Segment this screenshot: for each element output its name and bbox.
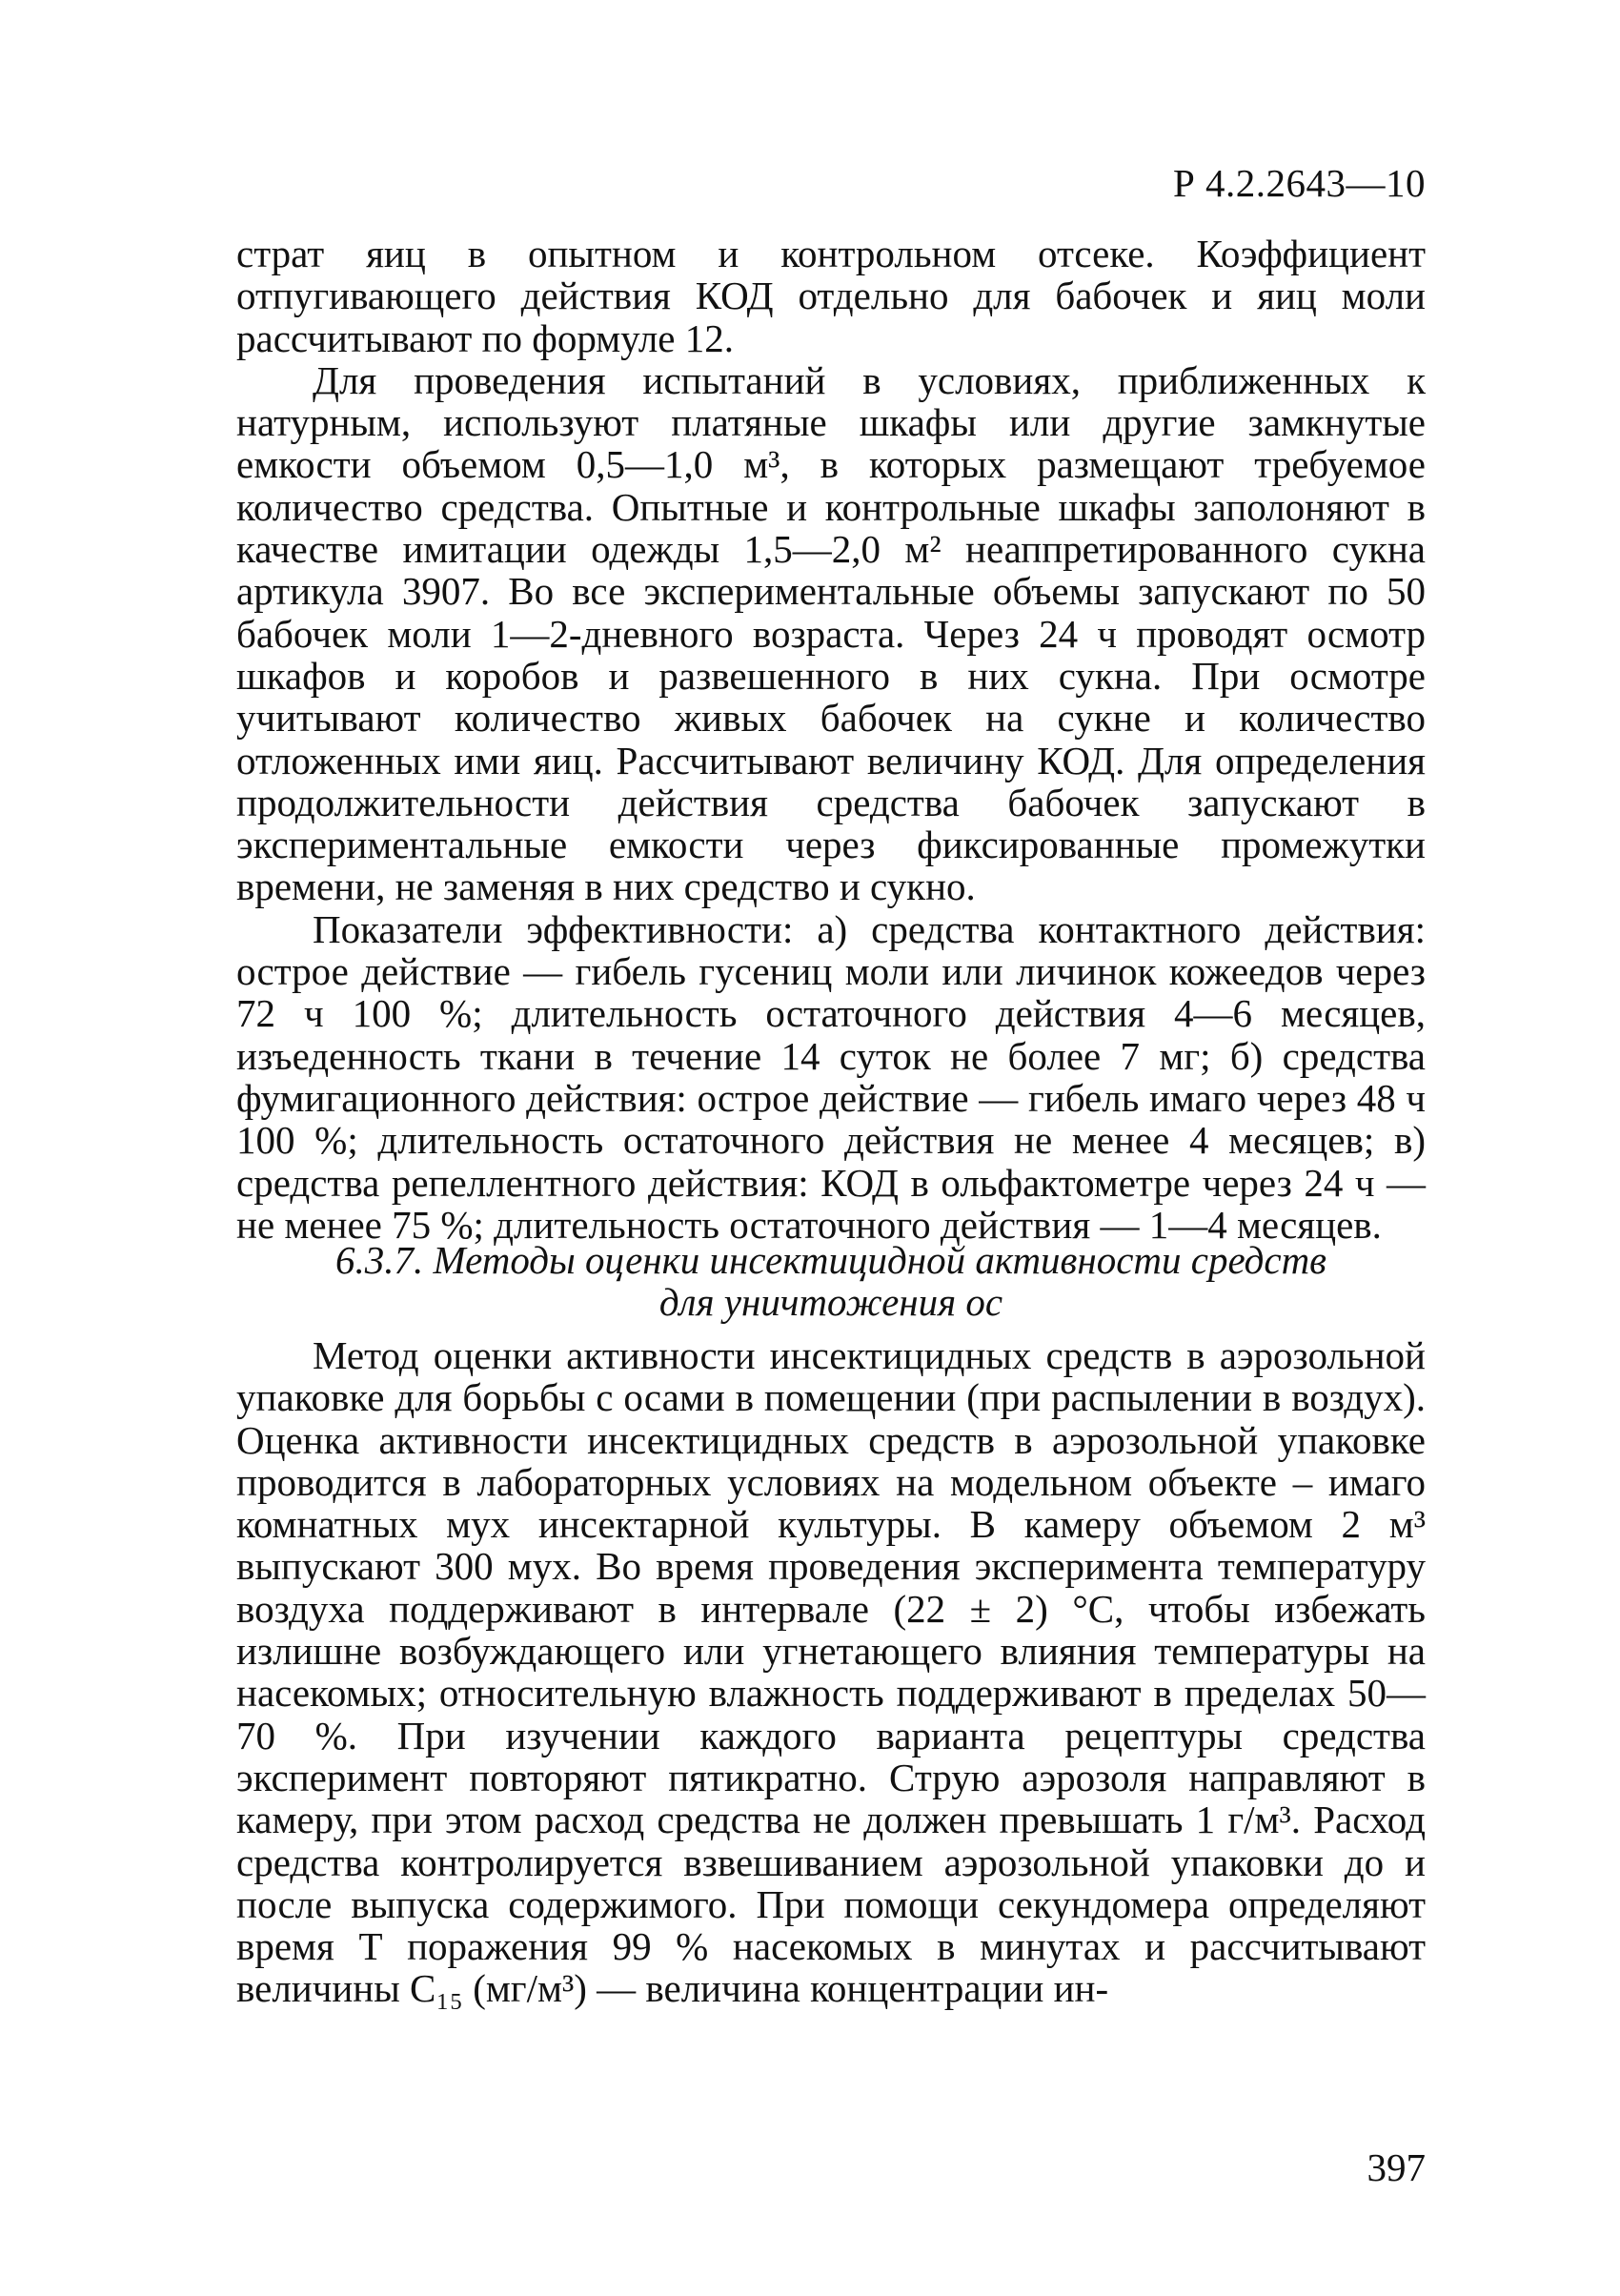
paragraph: Для проведения испытаний в условиях, приближенных к натурным, используют платяные шкафы или другие замкнутые емкости объемом 0,5—1,0 м³, в которых размещают требуемое количество средства. Опытные и контрольные шкафы заполоняют в качестве имитации одежды 1,5—2,0 м² неаппретированного сукна артикула 3907. Во все экспериментальные объемы запускают по 50 бабочек моли 1—2-дневного возраста. Через 24 ч проводят осмотр шкафов и коробов и развешенного в них сукна. При осмотре учитывают количество живых бабочек на сукне и количество отложенных ими яиц. Рассчитывают величину КОД. Для определения продолжительности действия средства бабочек запускают в экспериментальные емкости через фиксированные промежутки времени, не заменяя в них средство и сукно. bbox=[236, 357, 1426, 909]
paragraph: Показатели эффективности: а) средства контактного действия: острое действие — гибель гусениц моли или личинок кожеедов через 72 ч 100 %; длительность остаточного действия 4—6 месяцев, изъеденность ткани в течение 14 суток не более 7 мг; б) средства фумигационного действия: острое действие — гибель имаго через 48 ч 100 %; длительность остаточного действия не менее 4 месяцев; в) средства репеллентного действия: КОД в ольфактометре через 24 ч — не менее 75 %; длительность остаточного действия — 1—4 месяцев. bbox=[236, 906, 1426, 1247]
section-heading bbox=[236, 1239, 1426, 1323]
paragraph: Метод оценки активности инсектицидных средств в аэрозольной упаковке для борьбы с осами в помещении (при распылении в воздух). Оценка активности инсектицидных средств в аэрозольной упаковке проводится в лабораторных условиях на модельном объекте – имаго комнатных мух инсектарной культуры. В камеру объемом 2 м³ выпускают 300 мух. Во время проведения эксперимента температуру воздуха поддерживают в интервале (22 ± 2) °С, чтобы избежать излишне возбуждающего или угнетающего влияния температуры на насекомых; относительную влажность поддерживают в пределах 50—70 %. При изучении каждого варианта рецептуры средства эксперимент повторяют пятикратно. Струю аэрозоля направляют в камеру, при этом расход средства не должен превышать 1 г/м³. Расход средства контролируется взвешиванием аэрозольной упаковки до и после выпуска содержимого. При помощи секундомера определяют время Т поражения 99 % насекомых в минутах и рассчитывают величины C₁₅ (мг/м³) — величина концентрации ин- bbox=[236, 1333, 1426, 2011]
page-number: 397 bbox=[1367, 2145, 1426, 2189]
section-heading-line-2: для уничтожения ос bbox=[658, 1280, 1003, 1324]
paragraph: страт яиц в опытном и контрольном отсеке. Коэффициент отпугивающего действия КОД отдельно для бабочек и яиц моли рассчитывают по формуле 12. bbox=[236, 232, 1426, 360]
body-text-top bbox=[236, 233, 1426, 1246]
body-text-bottom bbox=[236, 1334, 1426, 2010]
section-heading-line-1: 6.3.7. Методы оценки инсектицидной активности средств bbox=[335, 1238, 1326, 1282]
document-code: Р 4.2.2643—10 bbox=[1172, 161, 1426, 205]
